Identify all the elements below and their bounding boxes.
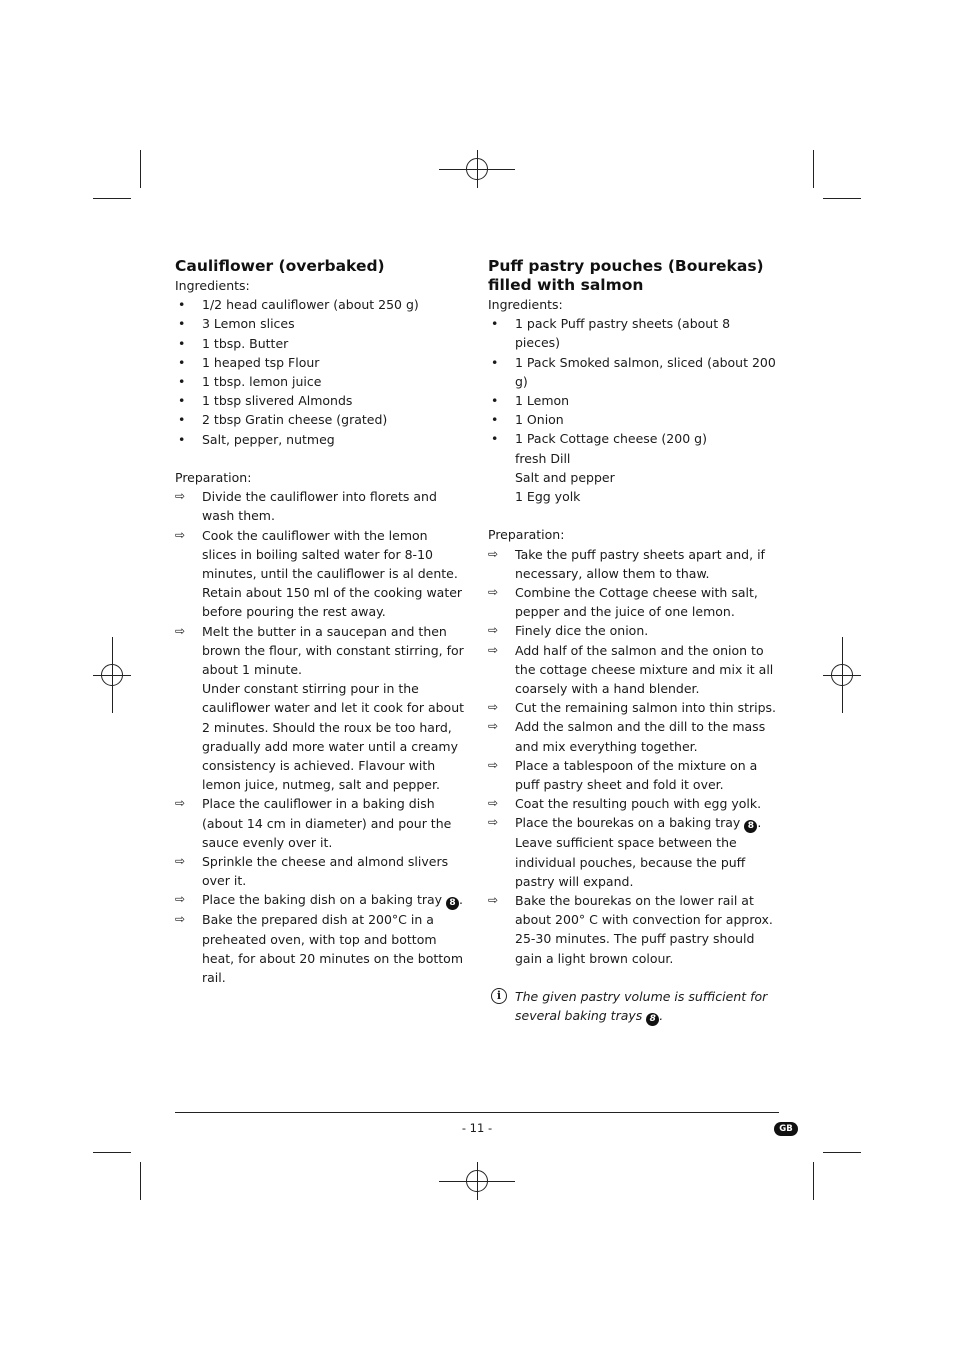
ingredient-item: [175, 430, 465, 449]
ingredient-item: [488, 410, 778, 429]
bullet-icon: •: [491, 431, 499, 447]
preparation-step: [175, 910, 465, 987]
arrow-icon: ⇨: [175, 912, 186, 927]
step-text: Place the baking dish on a baking tray: [202, 892, 443, 908]
bullet-icon: •: [178, 335, 186, 351]
preparation-step: [175, 852, 465, 890]
step-punctuation: .: [459, 892, 464, 908]
step-text: Combine the Cottage cheese with salt, pepper and the juice of one lemon.: [515, 585, 758, 620]
ingredient-item: [175, 391, 465, 410]
ingredient-extra-item: Salt and pepper: [515, 469, 615, 485]
recipe-bourekas: [488, 257, 778, 1026]
preparation-step: [175, 890, 465, 910]
step-text: Place the bourekas on a baking tray: [515, 815, 741, 831]
ingredients-extra: [488, 449, 778, 507]
preparation-step: [488, 583, 778, 621]
arrow-icon: ⇨: [488, 815, 499, 830]
preparation-step: [488, 641, 778, 699]
bullet-icon: •: [178, 354, 186, 370]
step-text: Finely dice the onion.: [515, 623, 649, 639]
arrow-icon: ⇨: [488, 796, 499, 811]
step-text: Bake the bourekas on the lower rail at about 200° C with convection for approx. 25-30 minutes. The puff pastry should gain a light brown colour.: [515, 893, 773, 966]
page-number: - 11 -: [461, 1121, 493, 1135]
ingredient-text: 3 Lemon slices: [202, 316, 295, 332]
recipe-title: Cauliflower (overbaked): [175, 257, 385, 275]
step-text: Cut the remaining salmon into thin strips.: [515, 700, 777, 716]
footer-divider: [175, 1112, 779, 1113]
arrow-icon: ⇨: [488, 700, 499, 715]
ingredient-text: 1 heaped tsp Flour: [202, 354, 320, 370]
recipe-title: Puff pastry pouches (Bourekas) filled with salmon: [488, 257, 764, 294]
ingredient-text: 1/2 head cauliflower (about 250 g): [202, 297, 419, 313]
ingredients-label: Ingredients:: [488, 297, 563, 312]
step-text: Melt the butter in a saucepan and then brown the flour, with constant stirring, for about 1 minute.: [202, 623, 464, 678]
ingredient-item: [488, 429, 778, 448]
step-text: Add the salmon and the dill to the mass and mix everything together.: [515, 719, 766, 754]
bullet-icon: •: [491, 393, 499, 409]
preparation-step: [175, 794, 465, 852]
ingredient-item: [488, 353, 778, 391]
ingredient-item: [488, 391, 778, 410]
bullet-icon: •: [178, 374, 186, 390]
arrow-icon: ⇨: [175, 796, 186, 811]
recipe-cauliflower: [175, 257, 465, 987]
arrow-icon: ⇨: [488, 546, 499, 561]
ingredients-list: [175, 295, 465, 449]
bullet-icon: •: [178, 297, 186, 313]
baking-tray-number-badge: 8: [646, 1013, 659, 1026]
ingredient-item: [175, 410, 465, 429]
preparation-steps: [175, 487, 465, 987]
bullet-icon: •: [178, 316, 186, 332]
arrow-icon: ⇨: [175, 489, 186, 504]
preparation-step: [175, 526, 465, 622]
preparation-step: [175, 622, 465, 680]
bullet-icon: •: [491, 316, 499, 332]
step-punctuation: .: [757, 815, 762, 831]
preparation-step: [488, 756, 778, 794]
preparation-label: Preparation:: [488, 527, 565, 543]
baking-tray-number-badge: 8: [446, 897, 459, 910]
preparation-label: Preparation:: [175, 470, 252, 486]
preparation-steps: [488, 545, 778, 968]
ingredient-text: 1 tbsp. lemon juice: [202, 374, 322, 390]
arrow-icon: ⇨: [175, 892, 186, 907]
preparation-step: [488, 813, 778, 833]
step-text: Divide the cauliflower into florets and wash them.: [202, 489, 437, 524]
step-text: Coat the resulting pouch with egg yolk.: [515, 796, 762, 812]
bullet-icon: •: [178, 393, 186, 409]
ingredient-item: [175, 314, 465, 333]
step-text: Place a tablespoon of the mixture on a puff pastry sheet and fold it over.: [515, 757, 758, 793]
note-text: The given pastry volume is sufficient for several baking trays: [515, 989, 768, 1024]
step-text: Bake the prepared dish at 200°C in a preheated oven, with top and bottom heat, for about 20 minutes on the bottom rail.: [202, 912, 464, 986]
step-text: Add half of the salmon and the onion to the cottage cheese mixture and mix it all coarsely with a hand blender.: [515, 642, 774, 697]
bullet-icon: •: [491, 354, 499, 370]
step-continuation: Under constant stirring pour in the cauliflower water and let it cook for about 2 minutes. Should the roux be too hard, gradually add more water until a creamy consistency is achieved. Flavour with lemon juice, nutmeg, salt and pepper.: [202, 681, 465, 793]
arrow-icon: ⇨: [488, 623, 499, 638]
ingredient-text: 1 pack Puff pastry sheets (about 8 pieces): [515, 316, 731, 351]
arrow-icon: ⇨: [488, 893, 499, 908]
ingredient-extra-item: 1 Egg yolk: [515, 489, 581, 505]
preparation-step: [488, 794, 778, 813]
arrow-icon: ⇨: [175, 854, 186, 869]
bullet-icon: •: [178, 412, 186, 428]
preparation-step: [175, 487, 465, 525]
preparation-step: [488, 621, 778, 640]
step-text: Take the puff pastry sheets apart and, if necessary, allow them to thaw.: [515, 546, 765, 581]
step-text: Place the cauliflower in a baking dish (about 14 cm in diameter) and pour the sauce evenly over it.: [202, 796, 452, 850]
preparation-step: [488, 891, 778, 968]
ingredient-text: 1 tbsp slivered Almonds: [202, 393, 353, 409]
preparation-step: [488, 698, 778, 717]
ingredient-text: 1 Onion: [515, 412, 564, 428]
arrow-icon: ⇨: [175, 527, 186, 542]
ingredient-text: 1 Lemon: [515, 393, 570, 409]
ingredient-item: [175, 295, 465, 314]
arrow-icon: ⇨: [488, 642, 499, 657]
ingredient-text: 1 Pack Smoked salmon, sliced (about 200 g): [515, 354, 776, 389]
ingredient-item: [175, 372, 465, 391]
ingredients-list: [488, 314, 778, 448]
arrow-icon: ⇨: [175, 623, 186, 638]
ingredient-item: [175, 353, 465, 372]
info-icon: i: [491, 988, 507, 1004]
info-note: i The given pastry volume is sufficient for several baking trays 8 .: [488, 987, 778, 1026]
arrow-icon: ⇨: [488, 585, 499, 600]
ingredient-item: [175, 334, 465, 353]
arrow-icon: ⇨: [488, 757, 499, 772]
arrow-icon: ⇨: [488, 719, 499, 734]
bullet-icon: •: [178, 431, 186, 447]
baking-tray-number-badge: 8: [744, 820, 757, 833]
bullet-icon: •: [491, 412, 499, 428]
ingredient-text: Salt, pepper, nutmeg: [202, 431, 335, 447]
ingredient-text: 1 Pack Cottage cheese (200 g): [515, 431, 707, 447]
ingredient-item: [488, 314, 778, 352]
ingredient-text: 1 tbsp. Butter: [202, 335, 289, 351]
step-text: Sprinkle the cheese and almond slivers over it.: [202, 854, 449, 889]
ingredient-extra-item: fresh Dill: [515, 450, 571, 466]
step-text: Cook the cauliflower with the lemon slices in boiling salted water for 8-10 minutes, until the cauliflower is al dente. Retain about 150 ml of the cooking water before pouring the rest away.: [202, 527, 463, 620]
preparation-step: [488, 717, 778, 755]
step-continuation: Leave sufficient space between the individual pouches, because the puff pastry will expand.: [515, 835, 746, 889]
preparation-step: [488, 545, 778, 583]
ingredients-label: Ingredients:: [175, 278, 250, 293]
ingredient-text: 2 tbsp Gratin cheese (grated): [202, 412, 388, 428]
language-badge: GB: [774, 1122, 798, 1136]
